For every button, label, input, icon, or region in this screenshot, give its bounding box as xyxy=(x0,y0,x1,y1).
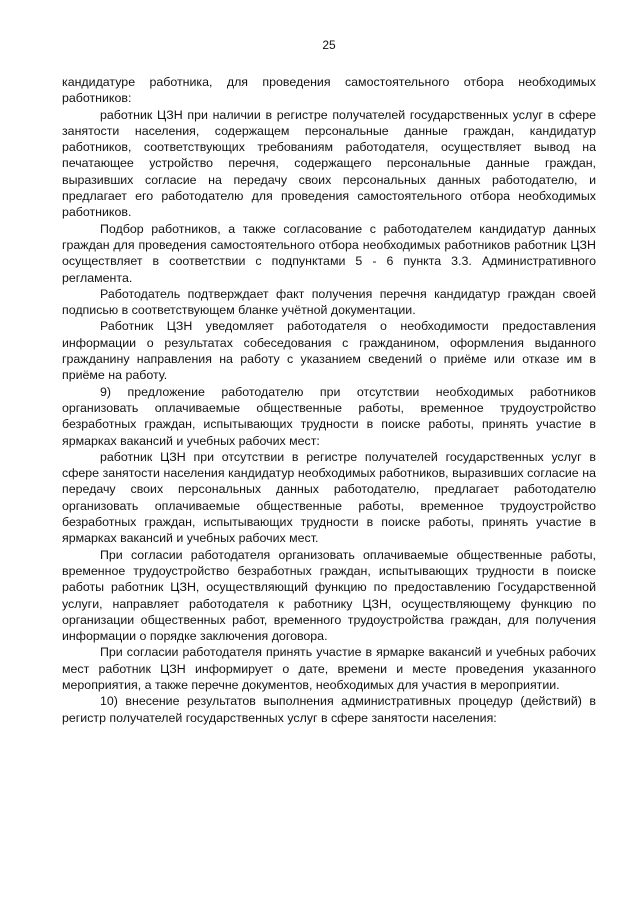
paragraph: Работник ЦЗН уведомляет работодателя о необходимости предоставления информации о результатах собеседования с гражданином, оформления выданного гражданину направления на работу с указанием сведений о приёме или отказе им в приёме на работу. xyxy=(62,319,596,383)
page-number: 25 xyxy=(322,38,336,52)
paragraph: При согласии работодателя организовать оплачиваемые общественные работы, временное трудоустройство безработных граждан, испытывающих трудности в поиске работы работник ЦЗН, осуществляющий функцию по предоставлению Государственной услуги, направляет работодателя к работнику ЦЗН, осуществляющему функцию по организации общественных работ, временного трудоустройства граждан, для получения информации о порядке заключения договора. xyxy=(62,547,596,644)
paragraph: работник ЦЗН при наличии в регистре получателей государственных услуг в сфере занятости населения, содержащем персональные данные граждан, кандидатур работников, соответствующих требованиям работодателя, осуществляет вывод на печатающее устройство перечня, содержащего персональные данные граждан, выразивших согласие на передачу своих персональных данных работодателю, и предлагает его работодателю для проведения самостоятельного отбора необходимых работников. xyxy=(62,107,596,220)
paragraph: 9) предложение работодателю при отсутствии необходимых работников организовать оплачиваемые общественные работы, временное трудоустройство безработных граждан, испытывающих трудности в поиске работы, принять участие в ярмарках вакансий и учебных рабочих мест: xyxy=(62,384,596,448)
paragraph: Подбор работников, а также согласование с работодателем кандидатур данных граждан для проведения самостоятельного отбора необходимых работников работник ЦЗН осуществляет в соответствии с подпунктами 5 - 6 пункта 3.3. Административного регламента. xyxy=(62,221,596,285)
body-text xyxy=(62,74,596,726)
paragraph: кандидатуре работника, для проведения самостоятельного отбора необходимых работников: xyxy=(62,75,596,106)
paragraph: При согласии работодателя принять участие в ярмарке вакансий и учебных рабочих мест работник ЦЗН информирует о дате, времени и месте проведения указанного мероприятия, а также перечне документов, необходимых для участия в мероприятии. xyxy=(62,645,596,692)
paragraph: Работодатель подтверждает факт получения перечня кандидатур граждан своей подписью в соответствующем бланке учётной документации. xyxy=(62,286,596,318)
paragraph: 10) внесение результатов выполнения административных процедур (действий) в регистр получателей государственных услуг в сфере занятости населения: xyxy=(62,694,596,725)
paragraph: работник ЦЗН при отсутствии в регистре получателей государственных услуг в сфере занятости населения кандидатур необходимых работников, выразивших согласие на передачу своих персональных данных работодателю, предлагает работодателю организовать оплачиваемые общественные работы, временное трудоустройство безработных граждан, испытывающих трудности в поиске работы, принять участие в ярмарках вакансий и учебных рабочих мест. xyxy=(62,449,596,546)
